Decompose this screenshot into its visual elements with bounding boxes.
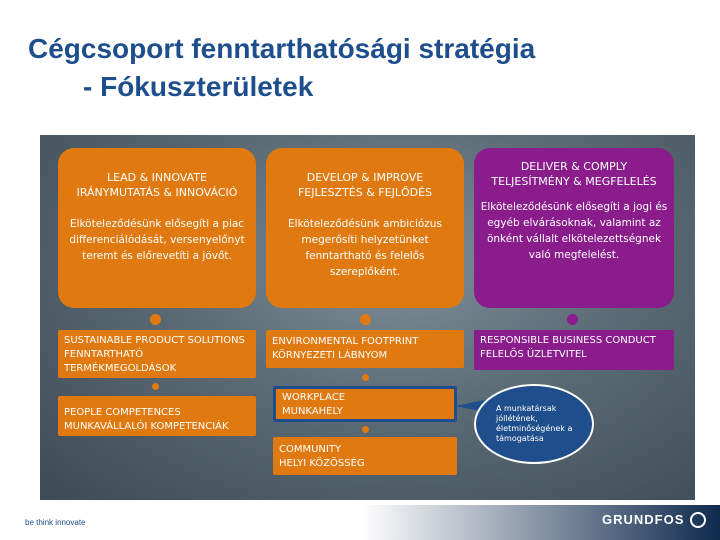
footer-tagline: be think innovate — [25, 518, 86, 527]
title-line-1: Cégcsoport fenntarthatósági stratégia — [28, 33, 536, 64]
title-line-2: - Fókuszterületek — [83, 71, 314, 102]
grundfos-logo-icon — [690, 512, 706, 528]
callout-text: A munkatársak jóllétének, életminőségének a támogatása — [496, 404, 573, 443]
sustainable-product-solutions-box: SUSTAINABLE PRODUCT SOLUTIONS FENNTARTHATÓ TERMÉKMEGOLDÁSOK — [58, 330, 256, 378]
connector-dot-5 — [362, 374, 369, 381]
deliver-comply-description: Elköteleződésünk elősegíti a jogi és egyéb elvárásoknak, valamint az önként vállalt elkötelezettségnek való megfelelést. — [480, 201, 668, 261]
connector-dot-2 — [360, 314, 371, 325]
deliver-comply-heading: DELIVER & COMPLY TELJESÍTMÉNY & MEGFELELÉS — [491, 160, 657, 188]
workplace-box: WORKPLACE MUNKAHELY — [273, 386, 457, 422]
community-box: COMMUNITY HELYI KÖZÖSSÉG — [273, 437, 457, 475]
connector-dot-6 — [362, 426, 369, 433]
lead-innovate-box — [58, 148, 256, 308]
develop-improve-description: Elköteleződésünk ambiciózus megerősíti helyzetünket fenntartható és felelős szereplőként. — [288, 218, 442, 278]
deliver-comply-box — [474, 148, 674, 308]
develop-improve-heading: DEVELOP & IMPROVE FEJLESZTÉS & FEJLŐDÉS — [297, 171, 433, 199]
responsible-business-conduct-box: RESPONSIBLE BUSINESS CONDUCT FELELŐS ÜZLETVITEL — [474, 330, 674, 370]
lead-innovate-description: Elköteleződésünk elősegíti a piac differenciálódását, versenyelőnyt teremt és előrevetíti a jövőt. — [69, 218, 245, 262]
lead-innovate-heading: LEAD & INNOVATE IRÁNYMUTATÁS & INNOVÁCIÓ — [76, 171, 238, 199]
connector-dot-3 — [567, 314, 578, 325]
connector-dot-4 — [152, 383, 159, 390]
environmental-footprint-box: ENVIRONMENTAL FOOTPRINT KÖRNYEZETI LÁBNYOM — [266, 330, 464, 368]
develop-improve-box — [266, 148, 464, 308]
page-title — [28, 30, 708, 106]
grundfos-logo: GRUNDFOS — [602, 512, 685, 527]
connector-dot-1 — [150, 314, 161, 325]
people-competences-box: PEOPLE COMPETENCES MUNKAVÁLLALÓI KOMPETENCIÁK — [58, 396, 256, 436]
